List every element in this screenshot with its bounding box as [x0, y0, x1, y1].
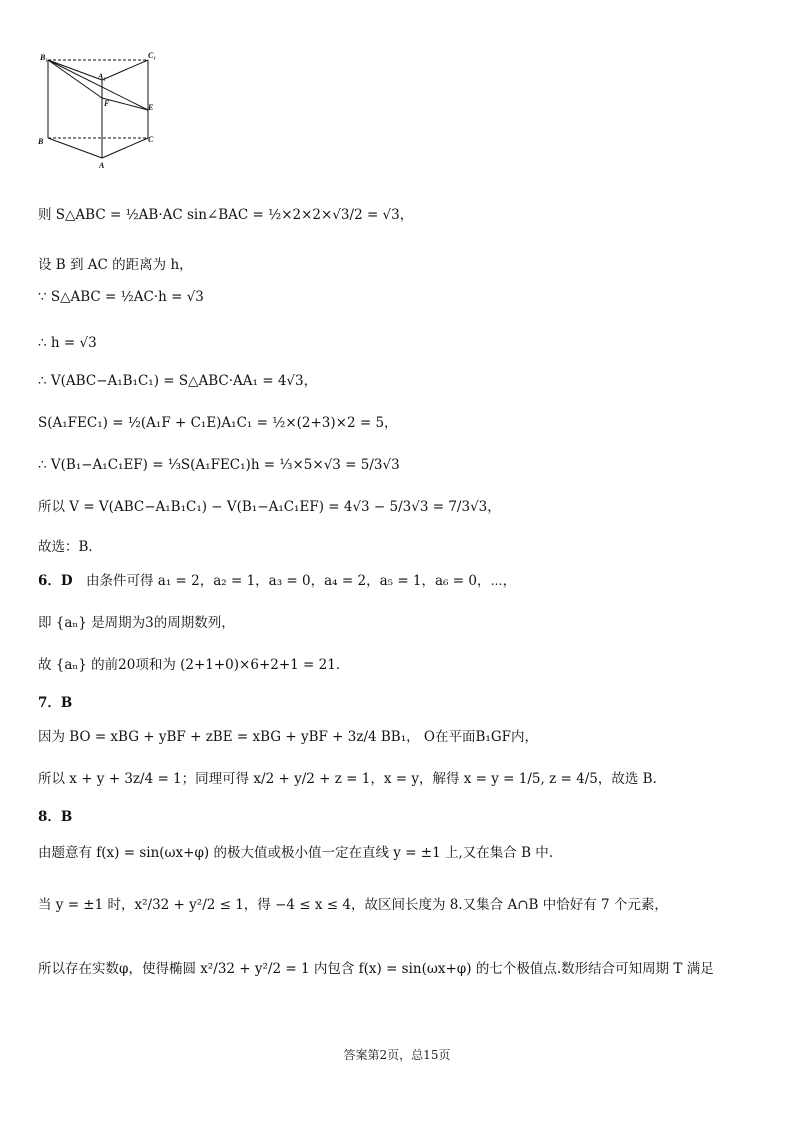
page-footer: 答案第2页，总15页: [343, 1048, 451, 1062]
edge-B1A1: [48, 60, 102, 80]
label-F: F: [104, 99, 110, 108]
q7-heading: 7．B: [38, 695, 73, 711]
edge-B1F: [48, 60, 102, 98]
line-define-h: 设 B 到 AC 的距离为 h，: [38, 257, 193, 273]
q6-line1: 由条件可得 a₁ = 2，a₂ = 1，a₃ = 0，a₄ = 2，a₅ = 1，a₆ = 0，⋯，: [86, 573, 517, 589]
label-A: A: [99, 161, 105, 170]
line-answer-5: 故选：B．: [38, 539, 102, 555]
line-pyramid-volume: ∴ V(B₁−A₁C₁EF) = ⅓S(A₁FEC₁)h = ⅓×5×√3 = 5/3√3: [38, 457, 400, 473]
q8-line3: 所以存在实数φ，使得椭圆 x²/32 + y²/2 = 1 内包含 f(x) = sin(ωx+φ) 的七个极值点.数形结合可知周期 T 满足: [38, 961, 714, 977]
line-area-abc: 则 S△ABC = ½AB·AC sin∠BAC = ½×2×2×√3/2 = √3，: [38, 207, 414, 223]
line-prism-volume: ∴ V(ABC−A₁B₁C₁) = S△ABC·AA₁ = 4√3，: [38, 373, 318, 389]
line-trapezoid-area: S(A₁FEC₁) = ½(A₁F + C₁E)A₁C₁ = ½×(2+3)×2 = 5，: [38, 415, 398, 431]
edge-B1E: [48, 60, 148, 110]
q6-line3: 故 {aₙ} 的前20项和为 (2+1+0)×6+2+1 = 21．: [38, 657, 350, 673]
q7-line1: 因为 BO = xBG + yBF + zBE = xBG + yBF + 3z/4 BB₁， O在平面B₁GF内，: [38, 729, 538, 745]
q7-line2: 所以 x + y + 3z/4 = 1；同理可得 x/2 + y/2 + z = 1，x = y，解得 x = y = 1/5, z = 4/5，故选 B.: [38, 771, 657, 787]
edge-AC: [102, 138, 148, 158]
line-total-volume: 所以 V = V(ABC−A₁B₁C₁) − V(B₁−A₁C₁EF) = 4√3 − 5/3√3 = 7/3√3，: [38, 499, 501, 515]
label-E: E: [148, 103, 154, 112]
q8-line1: 由题意有 f(x) = sin(ωx+φ) 的极大值或极小值一定在直线 y = ±1 上,又在集合 B 中.: [38, 845, 554, 861]
edge-A1C1: [102, 60, 148, 80]
label-C: C: [148, 135, 154, 144]
q8-line2: 当 y = ±1 时，x²/32 + y²/2 ≤ 1，得 −4 ≤ x ≤ 4，故区间长度为 8.又集合 A∩B 中恰好有 7 个元素，: [38, 897, 668, 913]
label-A1: A₁: [98, 72, 107, 81]
q6-heading: 6．D: [38, 573, 73, 589]
line-h-value: ∴ h = √3: [38, 335, 97, 351]
line-area-h: ∵ S△ABC = ½AC·h = √3: [38, 289, 204, 305]
prism-figure: [30, 48, 170, 178]
q8-heading: 8．B: [38, 809, 73, 825]
edge-BA: [48, 138, 102, 158]
label-B1: B₁: [40, 53, 49, 62]
label-B: B: [38, 137, 44, 146]
label-C1: C₁: [148, 51, 157, 60]
q6-line2: 即 {aₙ} 是周期为3的周期数列，: [38, 615, 235, 631]
